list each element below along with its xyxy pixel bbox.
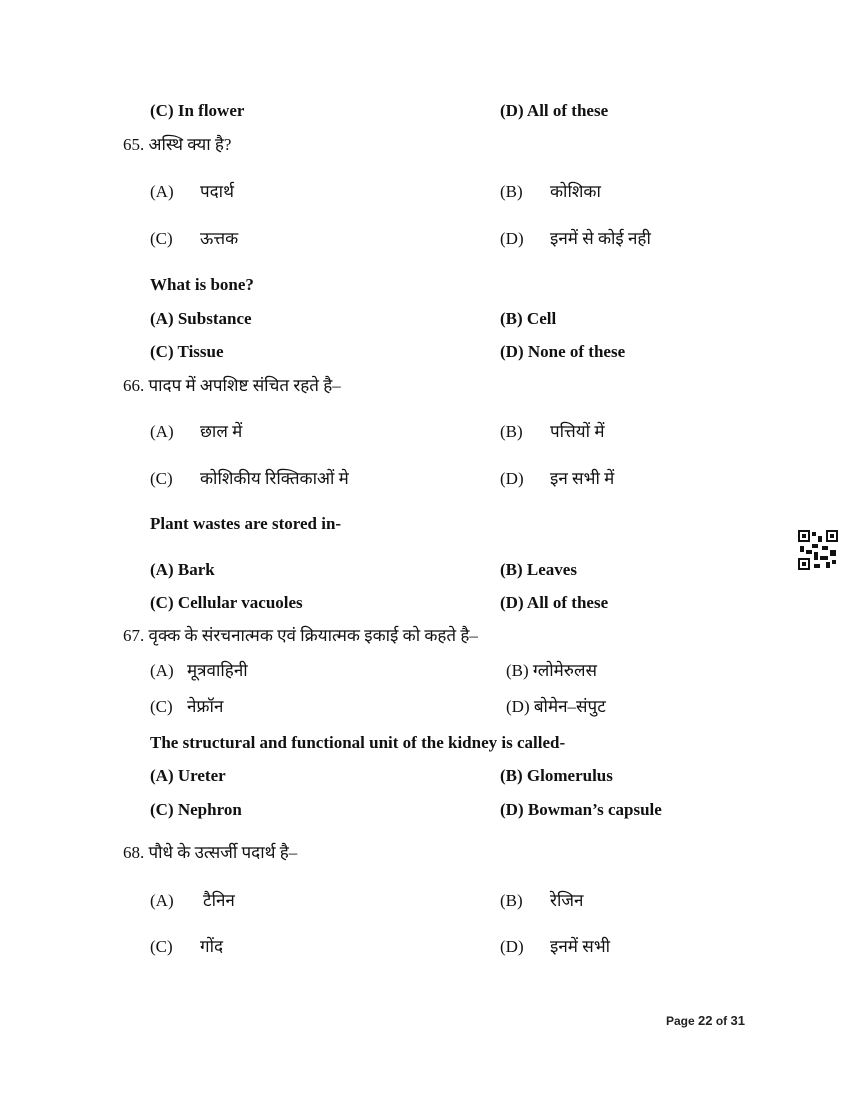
page-number: 22 [698,1013,713,1028]
q67-en-text: The structural and functional unit of the kidney is called- [150,733,566,752]
q65-en-d-text: (D) None of these [500,342,626,361]
q65-en-b-text: (B) Cell [500,309,557,328]
page-label: Page [666,1014,695,1028]
qr-code-icon [798,530,838,570]
q66-d-l-text: (D) [500,469,524,488]
page-total: 31 [730,1013,745,1028]
q67-d-text: (D) बोमेन–संपुट [506,697,606,716]
q67-b-text: (B) ग्लोमेरुलस [506,661,597,680]
q66-c-l-text: (C) [150,469,173,488]
q67-a-l-text: (A) [150,661,174,680]
q67-c-l-text: (C) [150,697,173,716]
q64-c-text: (C) In flower [150,101,245,120]
q65-en-text: What is bone? [150,275,254,294]
q68-d-l-text: (D) [500,937,524,956]
q66-b-text: पत्तियों में [550,422,605,441]
q67-en-a-text: (A) Ureter [150,766,226,785]
q66-d-text: इन सभी में [550,469,615,488]
q65-en-c-text: (C) Tissue [150,342,224,361]
q65-d-l-text: (D) [500,229,524,248]
q66-a-l-text: (A) [150,422,174,441]
q66-hi-text: 66. पादप में अपशिष्ट संचित रहते है– [123,376,341,395]
q67-hi-text: 67. वृक्क के संरचनात्मक एवं क्रियात्मक इकाई को कहते है– [123,626,478,645]
q66-en-b-text: (B) Leaves [500,560,577,579]
q68-hi-text: 68. पौधे के उत्सर्जी पदार्थ है– [123,843,298,862]
q65-a-text: पदार्थ [200,182,234,201]
q67-a-text: मूत्रवाहिनी [187,661,248,680]
q67-en-b-text: (B) Glomerulus [500,766,613,785]
q68-b-l-text: (B) [500,891,523,910]
q68-b-text: रेजिन [550,891,584,910]
q67-c-text: नेफ्रॉन [187,697,224,716]
page-footer [666,1013,745,1028]
q67-en-d-text: (D) Bowman’s capsule [500,800,662,819]
q68-c-text: गोंद [200,937,224,956]
q67-en-c-text: (C) Nephron [150,800,242,819]
q65-en-a-text: (A) Substance [150,309,252,328]
q68-c-l-text: (C) [150,937,173,956]
q66-a-text: छाल में [200,422,243,441]
q66-en-d-text: (D) All of these [500,593,609,612]
q65-c-l-text: (C) [150,229,173,248]
q65-b-text: कोशिका [550,182,601,201]
q64-d-text: (D) All of these [500,101,609,120]
q66-b-l-text: (B) [500,422,523,441]
q65-c-text: ऊत्तक [200,229,239,248]
of-label: of [715,1014,728,1028]
q68-d-text: इनमें सभी [550,937,611,956]
q65-hi-text: 65. अस्थि क्या है? [123,135,232,154]
q66-en-c-text: (C) Cellular vacuoles [150,593,303,612]
q65-d-text: इनमें से कोई नही [550,229,651,248]
q66-en-a-text: (A) Bark [150,560,215,579]
q66-en-text: Plant wastes are stored in- [150,514,342,533]
q65-a-l-text: (A) [150,182,174,201]
q66-c-text: कोशिकीय रिक्तिकाओं मे [200,469,349,488]
q68-a-l-text: (A) [150,891,174,910]
q65-b-l-text: (B) [500,182,523,201]
q68-a-text: टैनिन [203,891,235,910]
